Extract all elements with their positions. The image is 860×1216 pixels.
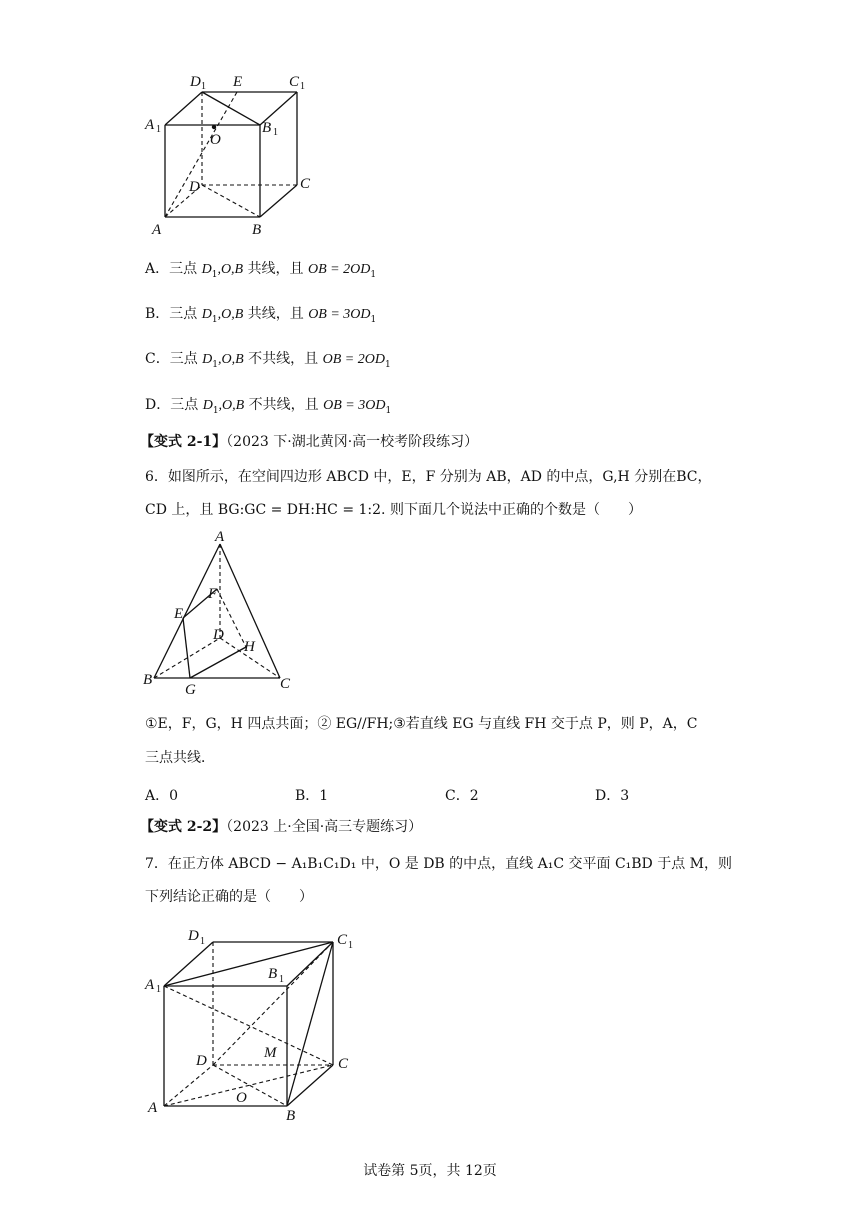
- label-E: E: [233, 74, 243, 90]
- svg-text:1: 1: [348, 940, 353, 951]
- label-B1: B: [268, 966, 278, 982]
- label-D: D: [196, 1053, 207, 1069]
- svg-text:1: 1: [273, 127, 278, 138]
- option-C[interactable]: C．三点 $D_1,O,B$ 不共线，且 OB = $2OD_1$: [145, 351, 391, 370]
- label-F: F: [208, 586, 218, 602]
- variant-2-1-header: 【变式 2-1】（2023 下·湖北黄冈·高一校考阶段练习）: [140, 434, 479, 450]
- label-A: A: [148, 1100, 158, 1116]
- svg-text:1: 1: [300, 81, 305, 92]
- option-D[interactable]: D．三点 $D_1,O,B$ 不共线，且 OB = $3OD_1$: [145, 397, 392, 416]
- label-C: C: [300, 176, 311, 192]
- label-D1: D: [190, 74, 201, 90]
- label-B1: B: [262, 120, 272, 136]
- q7-line2: 下列结论正确的是（ ）: [145, 889, 313, 905]
- option-A[interactable]: A．三点 $D_1,O,B$ 共线，且 OB = $2OD_1$: [145, 261, 377, 280]
- label-M: M: [264, 1045, 277, 1061]
- label-A1: A: [145, 977, 155, 993]
- q6-option-D[interactable]: D．3: [595, 788, 630, 804]
- figure-cube-1: [140, 70, 330, 240]
- label-A1: A: [145, 117, 155, 133]
- label-D: D: [213, 627, 224, 643]
- svg-text:1: 1: [279, 974, 284, 985]
- label-C1: C: [337, 932, 348, 948]
- label-D: D: [189, 179, 200, 195]
- label-B: B: [143, 672, 153, 688]
- label-O: O: [236, 1090, 247, 1106]
- label-H: H: [244, 639, 255, 655]
- label-C: C: [280, 676, 291, 692]
- svg-text:1: 1: [201, 81, 206, 92]
- label-O: O: [210, 132, 221, 148]
- label-C1: C: [289, 74, 300, 90]
- q6-option-B[interactable]: B．1: [295, 788, 329, 804]
- label-D1: D: [188, 928, 199, 944]
- q6-statements-line1: ①E，F，G，H 四点共面；② EG//FH;③若直线 EG 与直线 FH 交于点 P，则 P，A，C: [145, 716, 698, 732]
- svg-text:1: 1: [200, 936, 205, 947]
- label-B: B: [252, 222, 262, 238]
- label-E: E: [174, 606, 184, 622]
- label-B: B: [286, 1108, 296, 1120]
- q7-line1: 7．在正方体 ABCD − A₁B₁C₁D₁ 中，O 是 DB 的中点，直线 A₁C 交平面 C₁BD 于点 M，则: [145, 856, 733, 872]
- page-footer: 试卷第 5页，共 12页: [363, 1163, 497, 1179]
- label-G: G: [185, 682, 196, 698]
- figure-cube-2: [140, 920, 370, 1120]
- q6-option-C[interactable]: C．2: [445, 788, 479, 804]
- q6-line1: 6．如图所示，在空间四边形 ABCD 中，E，F 分别为 AB，AD 的中点，G,H 分别在BC，: [145, 469, 712, 485]
- variant-2-2-header: 【变式 2-2】（2023 上·全国·高三专题练习）: [140, 819, 423, 835]
- svg-text:1: 1: [156, 124, 161, 135]
- label-C: C: [338, 1056, 349, 1072]
- label-A: A: [215, 530, 225, 545]
- q6-statements-line2: 三点共线．: [145, 750, 215, 766]
- svg-text:1: 1: [156, 984, 161, 995]
- q6-option-A[interactable]: A．0: [145, 788, 179, 804]
- figure-tetrahedron: [140, 530, 310, 698]
- option-B[interactable]: B．三点 $D_1,O,B$ 共线，且 OB = $3OD_1$: [145, 306, 377, 325]
- q6-line2: CD 上，且 BG:GC = DH:HC = 1:2. 则下面几个说法中正确的个数是（ ）: [145, 502, 642, 518]
- label-A: A: [152, 222, 162, 238]
